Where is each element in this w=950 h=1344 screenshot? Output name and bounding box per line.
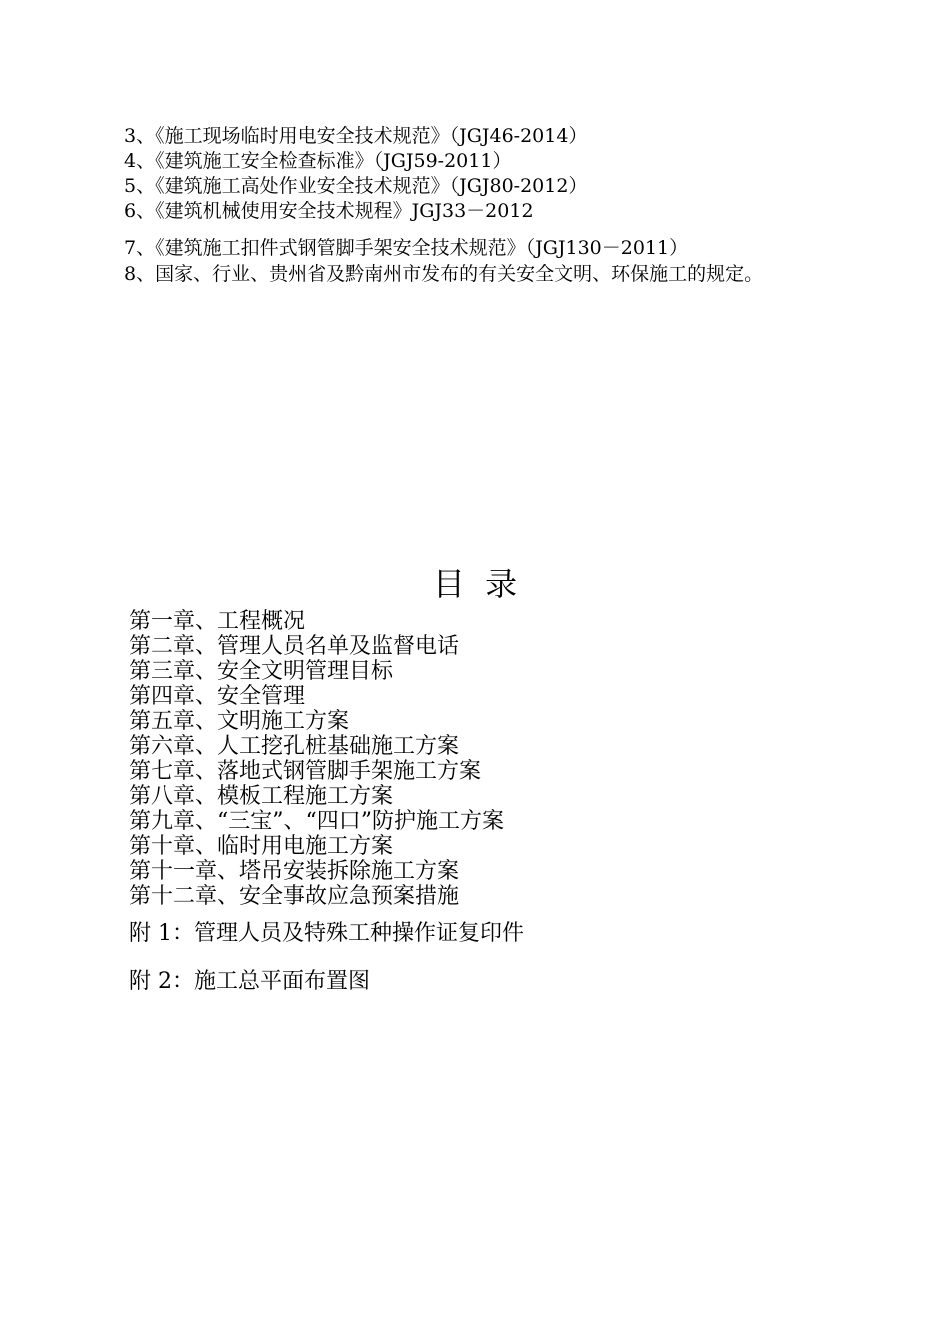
toc-chapter: 第八章、模板工程施工方案: [129, 784, 394, 809]
regulation-paragraph: [90, 261, 860, 287]
reference-item: 6、《建筑机械使用安全技术规程》JGJ33－2012: [124, 200, 534, 222]
toc-chapter: 第二章、管理人员名单及监督电话: [129, 634, 460, 659]
reference-item: 3、《施工现场临时用电安全技术规范》（JGJ46-2014）: [124, 125, 588, 147]
toc-appendix: 附 1：管理人员及特殊工种操作证复印件: [129, 921, 524, 946]
toc-chapter: 第一章、工程概况: [129, 609, 306, 634]
toc-chapter: 第五章、文明施工方案: [129, 709, 350, 734]
toc-chapter: 第六章、人工挖孔桩基础施工方案: [129, 734, 460, 759]
regulation-paragraph-text: 8、国家、行业、贵州省及黔南州市发布的有关安全文明、环保施工的规定。: [124, 263, 764, 285]
reference-item: 7、《建筑施工扣件式钢管脚手架安全技术规范》（JGJ130－2011）: [124, 237, 689, 259]
toc-appendix: 附 2：施工总平面布置图: [129, 969, 370, 994]
toc-title: 目 录: [432, 565, 518, 603]
toc-chapter: 第十二章、安全事故应急预案措施: [129, 884, 460, 909]
toc-chapter: 第十一章、塔吊安装拆除施工方案: [129, 859, 460, 884]
reference-item: 5、《建筑施工高处作业安全技术规范》（JGJ80-2012）: [124, 175, 588, 197]
toc-chapter: 第三章、安全文明管理目标: [129, 659, 394, 684]
reference-item: 4、《建筑施工安全检查标准》（JGJ59-2011）: [124, 150, 512, 172]
toc-chapter: 第七章、落地式钢管脚手架施工方案: [129, 759, 482, 784]
toc-chapter: 第十章、临时用电施工方案: [129, 834, 394, 859]
toc-chapter: 第四章、安全管理: [129, 684, 306, 709]
toc-chapter: 第九章、“三宝”、“四口”防护施工方案: [129, 809, 504, 834]
